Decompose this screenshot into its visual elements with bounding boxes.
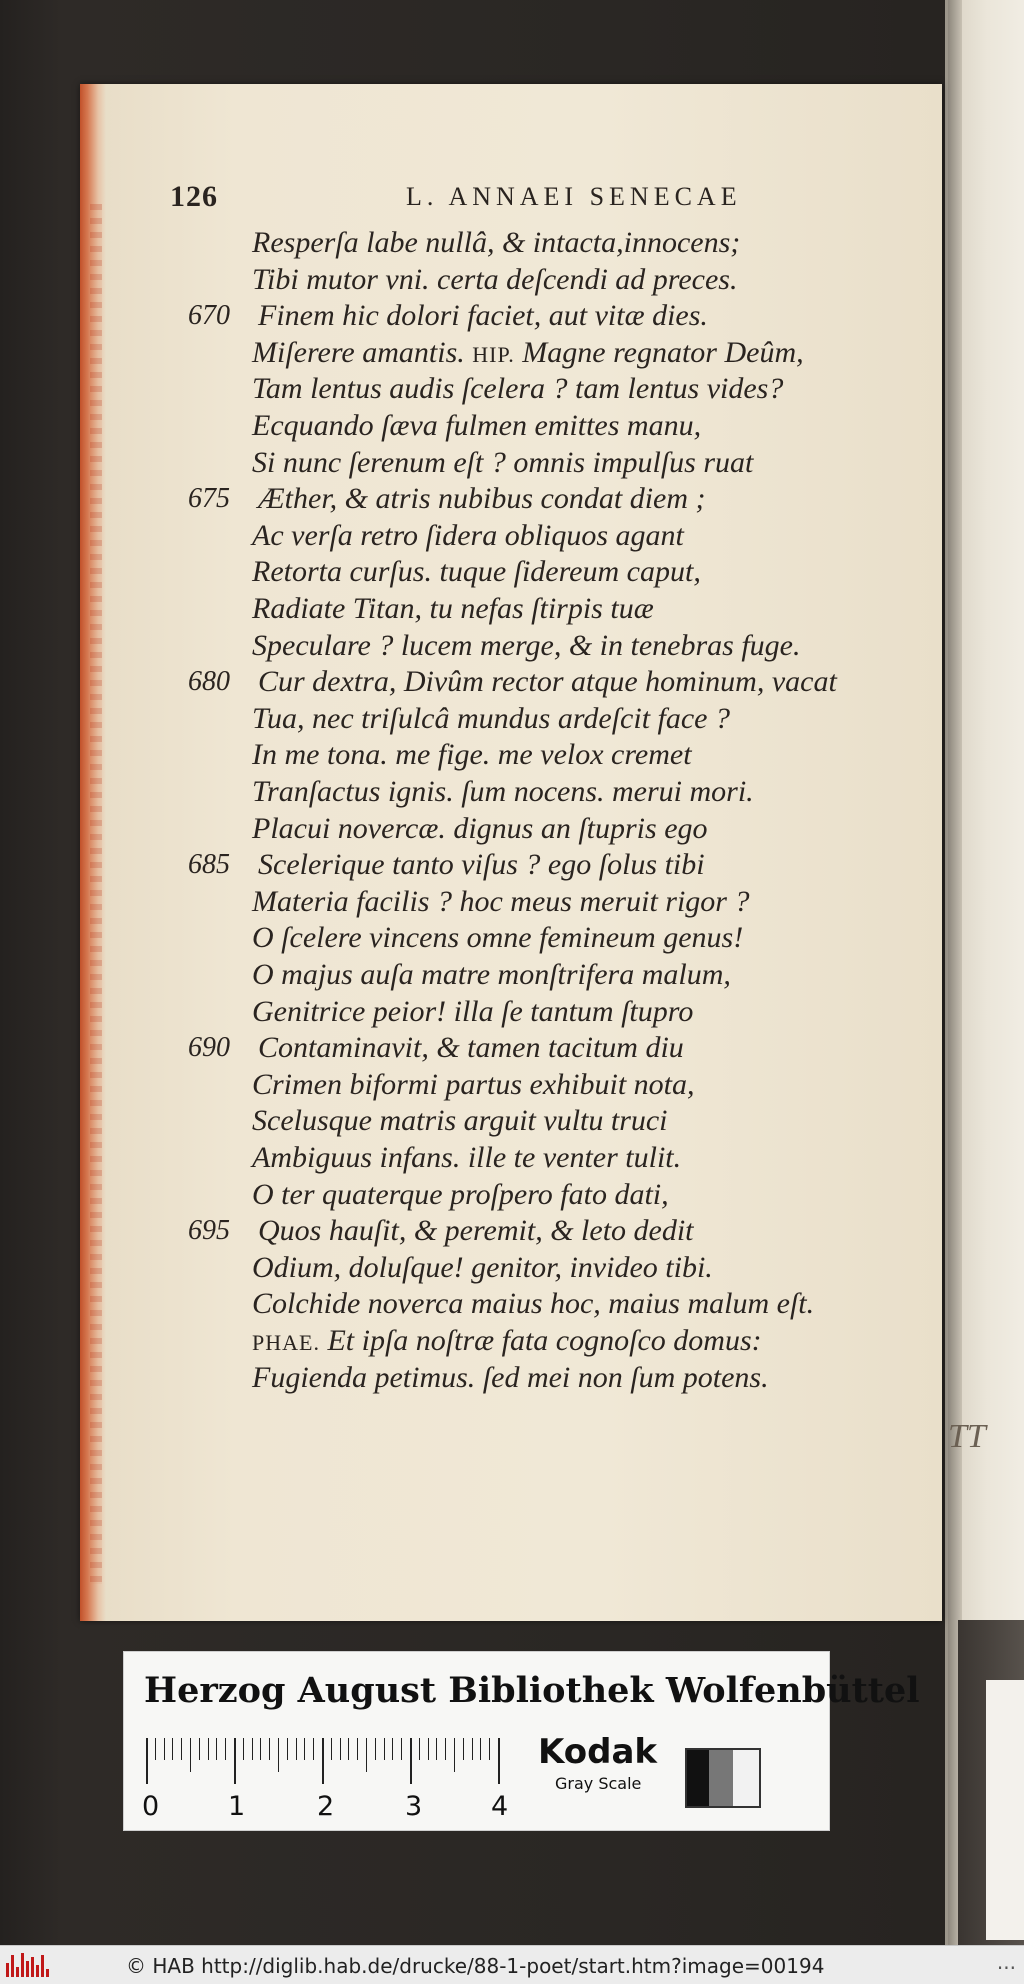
- ruler-tick: [287, 1738, 288, 1760]
- verse-text: Tibi mutor vni. certa deſcendi ad preces.: [252, 263, 738, 296]
- verse-text: Tranſactus ignis. ſum nocens. merui mori.: [252, 775, 754, 808]
- verse-text: Tua, nec triſulcâ mundus ardeſcit face ?: [252, 702, 730, 735]
- ruler-tick: [489, 1738, 490, 1760]
- line-number: 685: [188, 849, 230, 880]
- verse-text: Materia facilis ? hoc meus meruit rigor ?: [252, 885, 750, 918]
- ruler-tick: [348, 1738, 349, 1760]
- ruler-number: 0: [142, 1791, 160, 1822]
- ruler-tick: [181, 1738, 182, 1760]
- verse-text: Contaminavit, & tamen tacitum diu: [258, 1031, 684, 1064]
- verse-line: [80, 480, 942, 518]
- ruler-tick: [172, 1738, 173, 1760]
- source-url[interactable]: © HAB http://diglib.hab.de/drucke/88-1-poet/start.htm?image=00194: [126, 1954, 825, 1978]
- verse-line: [80, 553, 942, 591]
- verse-text: Radiate Titan, tu nefas ſtirpis tuæ: [252, 592, 654, 625]
- card-title: Herzog August Bibliothek Wolfenbüttel: [144, 1670, 920, 1711]
- verse-text: Placui novercæ. dignus an ſtupris ego: [252, 812, 708, 845]
- verse-line: [80, 1102, 942, 1140]
- ruler-tick: [269, 1738, 270, 1760]
- line-number: 695: [188, 1215, 230, 1246]
- ruler-tick: [243, 1738, 244, 1760]
- verse-text: Crimen biformi partus exhibuit nota,: [252, 1068, 695, 1101]
- verse-text: O ſcelere vincens omne femineum genus!: [252, 921, 744, 954]
- verse-text: Scelerique tanto viſus ? ego ſolus tibi: [258, 848, 705, 881]
- ruler-tick: [410, 1738, 412, 1784]
- verse-text: Resperſa labe nullâ, & intacta,innocens;: [252, 226, 741, 259]
- ruler-number: 4: [491, 1791, 509, 1822]
- ruler-tick: [304, 1738, 305, 1760]
- ruler-tick: [463, 1738, 464, 1760]
- verse-text: Fugienda petimus. ſed mei non ſum potens.: [252, 1361, 769, 1394]
- ruler-tick: [331, 1738, 332, 1760]
- page-number: 126: [170, 180, 218, 213]
- ruler-tick: [480, 1738, 481, 1760]
- verse-text: Retorta curſus. tuque ſidereum caput,: [252, 555, 701, 588]
- hab-logo-icon[interactable]: [6, 1953, 50, 1977]
- verse-line: [80, 773, 942, 811]
- ruler-tick: [322, 1738, 324, 1784]
- ruler-tick: [428, 1738, 429, 1760]
- verse-line: [80, 700, 942, 738]
- ruler-tick: [498, 1738, 500, 1784]
- verse-text: Finem hic dolori faciet, aut vitæ dies.: [258, 299, 708, 332]
- verse-line: [80, 1176, 942, 1214]
- ruler-tick: [340, 1738, 341, 1760]
- gray-scale-label: Gray Scale: [555, 1774, 642, 1793]
- color-calibration-card: [123, 1651, 920, 1831]
- verse-line: [80, 590, 942, 628]
- running-head: L. ANNAEI SENECAE: [406, 182, 742, 211]
- verse-line: [80, 297, 942, 335]
- verse-text: Cur dextra, Divûm rector atque hominum, vacat: [258, 665, 837, 698]
- ruler-number: 1: [228, 1791, 246, 1822]
- verse-words: Miſerere amantis.: [252, 336, 465, 369]
- ruler-tick: [199, 1738, 200, 1760]
- gray-scale-swatch: [685, 1748, 761, 1808]
- line-number: 680: [188, 666, 230, 697]
- ruler-tick: [392, 1738, 393, 1760]
- page-header: [170, 180, 870, 220]
- ruler-tick: [472, 1738, 473, 1760]
- line-number: 690: [188, 1032, 230, 1063]
- neighbor-page: [945, 0, 1024, 1945]
- ruler-tick: [216, 1738, 217, 1760]
- ruler-tick: [313, 1738, 314, 1760]
- ruler-tick: [208, 1738, 209, 1760]
- verse-line: [80, 224, 942, 262]
- verse-line: [80, 261, 942, 299]
- verse-line: [80, 736, 942, 774]
- ruler-tick: [384, 1738, 385, 1760]
- ruler-number: 2: [317, 1791, 335, 1822]
- ruler-tick: [445, 1738, 446, 1760]
- verse-line: [80, 370, 942, 408]
- verse-line: [80, 1359, 942, 1397]
- verse-line: [80, 1139, 942, 1177]
- kodak-logo: Kodak: [538, 1732, 657, 1772]
- verse-line: [80, 1322, 942, 1360]
- verse-text: [252, 334, 804, 374]
- verse-text: Æther, & atris nubibus condat diem ;: [258, 482, 706, 515]
- ruler-tick: [164, 1738, 165, 1760]
- verse-line: [80, 627, 942, 665]
- ruler-tick: [155, 1738, 156, 1760]
- verse-line: [80, 993, 942, 1031]
- verse-text: Odium, doluſque! genitor, invideo tibi.: [252, 1251, 713, 1284]
- ruler-tick: [278, 1738, 279, 1772]
- line-number: 675: [188, 483, 230, 514]
- verse-text: O majus auſa matre monſtrifera malum,: [252, 958, 731, 991]
- verse-line: [80, 334, 942, 372]
- verse-text: Ambiguus infans. ille te venter tulit.: [252, 1141, 682, 1174]
- verse-line: [80, 846, 942, 884]
- verse-line: [80, 883, 942, 921]
- ruler-tick: [225, 1738, 226, 1760]
- verse-words: Et ipſa noſtræ fata cognoſco domus:: [327, 1324, 762, 1357]
- verse-line: [80, 956, 942, 994]
- ruler-tick: [401, 1738, 402, 1760]
- verse-line: [80, 1029, 942, 1067]
- verse-line: [80, 444, 942, 482]
- more-icon[interactable]: ...: [996, 1950, 1016, 1974]
- verse-line: [80, 919, 942, 957]
- ruler-tick: [419, 1738, 420, 1760]
- footer-bar: [0, 1945, 1024, 1984]
- verse-text: Speculare ? lucem merge, & in tenebras fuge.: [252, 629, 801, 662]
- verse-text: Quos hauſit, & peremit, & leto dedit: [258, 1214, 694, 1247]
- ruler-tick: [190, 1738, 191, 1772]
- verse-text: Tam lentus audis ſcelera ? tam lentus vides?: [252, 372, 784, 405]
- verse-text: Scelusque matris arguit vultu truci: [252, 1104, 668, 1137]
- verse-words: Magne regnator Deûm,: [522, 336, 804, 369]
- verse-text: Genitrice peior! illa ſe tantum ſtupro: [252, 995, 694, 1028]
- verse-line: [80, 663, 942, 701]
- ruler-tick: [366, 1738, 367, 1772]
- verse-line: [80, 407, 942, 445]
- verse-text: Si nunc ſerenum eſt ? omnis impulſus ruat: [252, 446, 754, 479]
- speaker-label: PHAE.: [252, 1330, 320, 1355]
- verse-text: Colchide noverca maius hoc, maius malum eſt.: [252, 1287, 815, 1320]
- verse-text: O ter quaterque proſpero fato dati,: [252, 1178, 669, 1211]
- speaker-label: HIP.: [472, 342, 515, 367]
- verse-text: In me tona. me fige. me velox cremet: [252, 738, 692, 771]
- verse-line: [80, 517, 942, 555]
- verse-line: [80, 810, 942, 848]
- verse-text: [252, 1322, 762, 1362]
- line-number: 670: [188, 300, 230, 331]
- ruler-tick: [252, 1738, 253, 1760]
- ruler-number: 3: [405, 1791, 423, 1822]
- ruler-tick: [296, 1738, 297, 1760]
- book-page: [80, 84, 942, 1621]
- neighbor-page-fragment: TT: [948, 1418, 986, 1455]
- ruler-tick: [146, 1738, 148, 1784]
- ruler-tick: [357, 1738, 358, 1760]
- verse-text: Ecquando ſæva fulmen emittes manu,: [252, 409, 702, 442]
- verse-text: Ac verſa retro ſidera obliquos agant: [252, 519, 684, 552]
- ruler-tick: [260, 1738, 261, 1760]
- ruler-tick: [436, 1738, 437, 1760]
- ruler-tick: [375, 1738, 376, 1760]
- verse-line: [80, 1249, 942, 1287]
- ruler-tick: [454, 1738, 455, 1772]
- verse-line: [80, 1285, 942, 1323]
- verse-line: [80, 1066, 942, 1104]
- ruler-tick: [234, 1738, 236, 1784]
- scale-ruler: [146, 1738, 566, 1784]
- verse-line: [80, 1212, 942, 1250]
